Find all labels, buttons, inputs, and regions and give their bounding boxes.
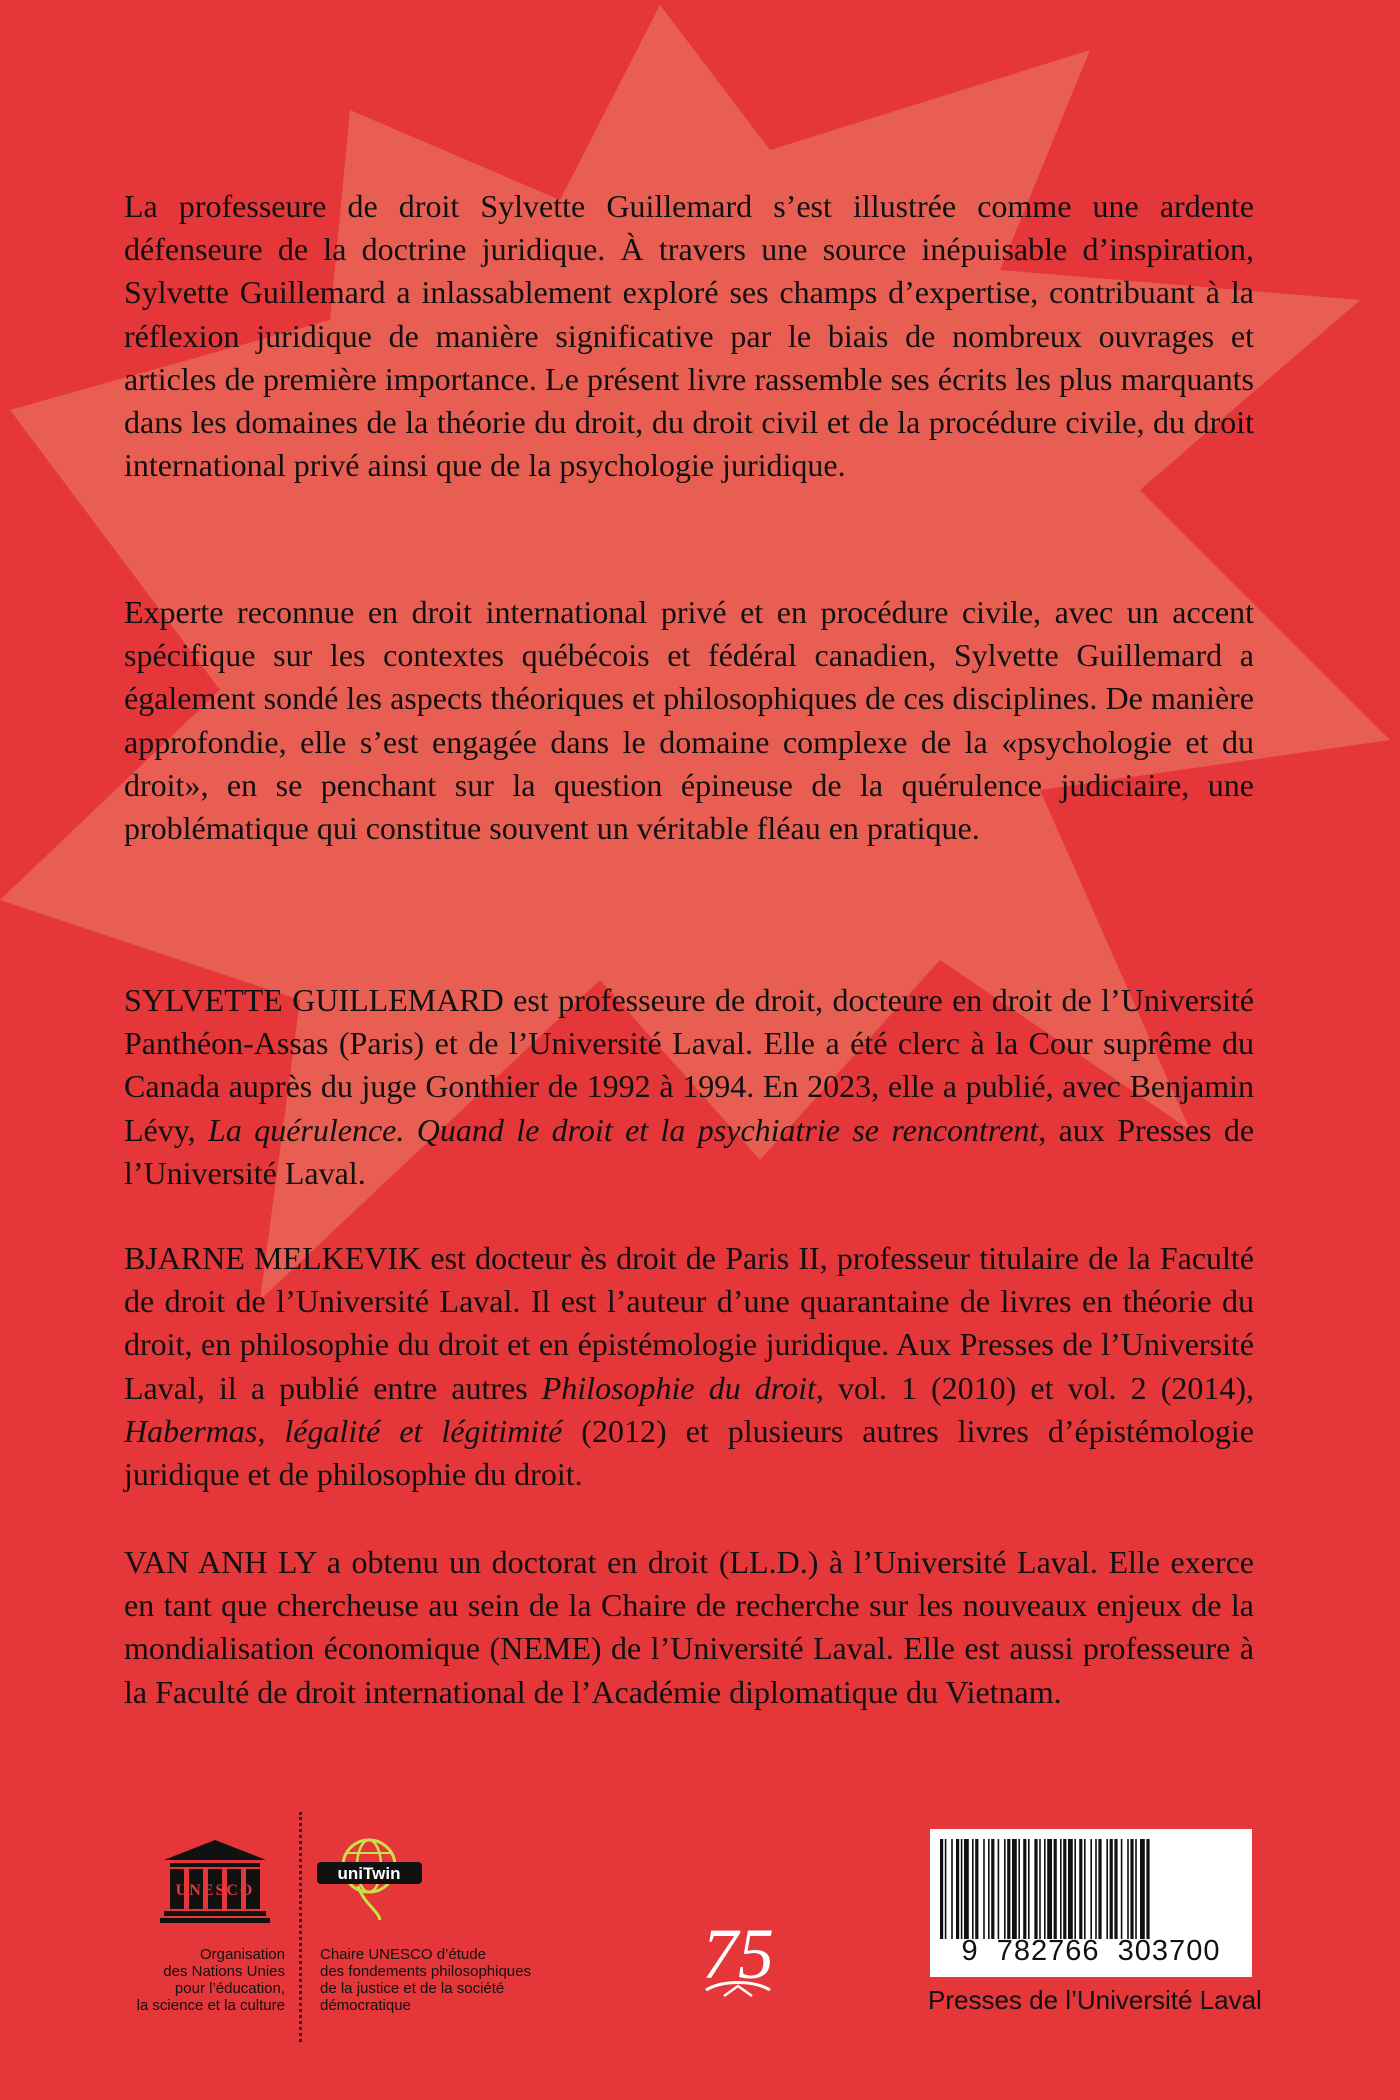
bio-melkevik: BJARNE MELKEVIK est docteur ès droit de Paris II, professeur titulaire de la Faculté de droit de l’Université Laval. Il est l’auteur d’une quarantaine de livres en théorie du droit, en philosophie du droit et en épistémologie juridique. Aux Presses de l’Université Laval, il a publié entre autres Philosophie du droit, vol. 1 (2010) et vol. 2 (2014), Habermas, légalité et légitimité (2012) et plusieurs autres livres d’épistémologie juridique et de philosophie du droit.: [124, 1240, 1255, 1493]
unitwin-logo-text: uniTwin: [337, 1864, 401, 1883]
book-title: La quérulence. Quand le droit et la psychiatrie se rencontrent: [208, 1111, 1039, 1148]
barcode-bar: [1098, 1839, 1101, 1939]
barcode-bar: [1054, 1839, 1057, 1939]
anniversary-75-logo: [688, 1912, 788, 2002]
barcode-bar: [1127, 1839, 1129, 1939]
barcode-bar: [1140, 1839, 1145, 1939]
barcode-bar: [1095, 1839, 1097, 1939]
barcode-bar: [1114, 1839, 1117, 1939]
barcode-bar: [1074, 1839, 1076, 1939]
author-name: BJARNE MELKEVIK: [124, 1240, 422, 1276]
barcode-bar: [951, 1839, 953, 1939]
barcode-bar: [1012, 1839, 1017, 1939]
barcode-bar: [991, 1839, 994, 1939]
barcode-bar: [1007, 1839, 1010, 1939]
publisher-name: Presses de l’Université Laval: [928, 1985, 1262, 2015]
barcode-bar: [1034, 1839, 1037, 1939]
barcode-bar: [983, 1839, 985, 1939]
book-title: Philosophie du droit: [541, 1369, 816, 1406]
barcode-bar: [945, 1839, 947, 1939]
barcode-bar: [1044, 1839, 1046, 1939]
barcode-bar: [1079, 1839, 1082, 1939]
book-title: Habermas, légalité et légitimité: [124, 1412, 563, 1449]
barcode-bar: [1146, 1839, 1149, 1939]
bio-guillemard: SYLVETTE GUILLEMARD est professeure de droit, docteure en droit de l’Université Panthéon-Assas (Paris) et de l’Université Laval. Elle a été clerc à la Cour suprême du Canada auprès du juge Gonthier de 1992 à 1994. En 2023, elle a publié, avec Benjamin Lévy, La quérulence. Quand le droit et la psychiatrie se rencontrent, aux Presses de l’Université Laval.: [124, 982, 1255, 1191]
barcode-bar: [1004, 1839, 1006, 1939]
unesco-logo-text: UNESCO: [175, 1882, 255, 1899]
barcode-bar: [1121, 1839, 1123, 1939]
barcode-bar: [1135, 1839, 1137, 1939]
barcode-bars: [936, 1839, 1246, 1939]
barcode-bar: [956, 1839, 959, 1939]
barcode-bar: [972, 1839, 974, 1939]
bio-ly: VAN ANH LY a obtenu un doctorat en droit (LL.D.) à l’Université Laval. Elle exerce en tant que chercheuse au sein de la Chaire de recherche sur les nouveaux enjeux de la mondialisation économique (NEME) de l’Université Laval. Elle est aussi professeure à la Faculté de droit international de l’Académie diplomatique du Vietnam.: [124, 1544, 1255, 1710]
barcode-bar: [975, 1839, 978, 1939]
barcode-bar: [1110, 1839, 1113, 1939]
author-name: VAN ANH LY: [124, 1544, 317, 1580]
blurb-paragraph-2: Experte reconnue en droit international privé et en procédure civile, avec un accent spécifique sur les contextes québécois et fédéral canadien, Sylvette Guillemard a également sondé les aspects théoriques et philosophiques de ces disciplines. De manière approfondie, elle s’est engagée dans le domaine complexe de la «psychologie et du droit», en se penchant sur la question épineuse de la quérulence judiciaire, une problématique qui constitue souvent un véritable fléau en pratique.: [124, 594, 1254, 847]
barcode-bar: [1047, 1839, 1052, 1939]
unitwin-caption: Chaire UNESCO d’étude des fondements philosophiques de la justice et de la société démocratique: [320, 1946, 531, 2014]
unesco-caption: Organisation des Nations Unies pour l’éducation, la science et la culture: [136, 1946, 285, 2014]
barcode-bar: [1060, 1839, 1062, 1939]
barcode-bar: [1023, 1839, 1026, 1939]
dotted-divider: [299, 1812, 302, 2042]
unitwin-logo: [312, 1832, 427, 1922]
barcode-bar: [1018, 1839, 1020, 1939]
author-name: SYLVETTE GUILLEMARD: [124, 982, 504, 1018]
blurb-paragraph-1: La professeure de droit Sylvette Guillemard s’est illustrée comme une ardente défenseure de la doctrine juridique. À travers une source inépuisable d’inspiration, Sylvette Guillemard a inlassablement exploré ses champs d’expertise, contribuant à la réflexion juridique de manière significative par le biais de nombreux ouvrages et articles de première importance. Le présent livre rassemble ses écrits les plus marquants dans les domaines de la théorie du droit, du droit civil et de la procédure civile, du droit international privé ainsi que de la psychologie juridique.: [124, 188, 1254, 484]
barcode-bar: [940, 1839, 943, 1939]
isbn-barcode: [930, 1829, 1252, 1977]
barcode-bar: [998, 1839, 1000, 1939]
barcode-bar: [1068, 1839, 1073, 1939]
isbn-number: 9 782766 303700: [961, 1935, 1221, 1967]
barcode-bar: [1106, 1839, 1108, 1939]
barcode-bar: [988, 1839, 990, 1939]
barcode-bar: [1084, 1839, 1086, 1939]
unesco-temple-logo: [160, 1838, 270, 1928]
anniversary-text: 75: [702, 1914, 774, 1994]
barcode-bar: [1090, 1839, 1092, 1939]
barcode-bar: [1063, 1839, 1066, 1939]
barcode-bar: [961, 1839, 963, 1939]
barcode-bar: [1028, 1839, 1030, 1939]
barcode-bar: [1039, 1839, 1041, 1939]
barcode-bar: [1130, 1839, 1133, 1939]
barcode-bar: [964, 1839, 969, 1939]
